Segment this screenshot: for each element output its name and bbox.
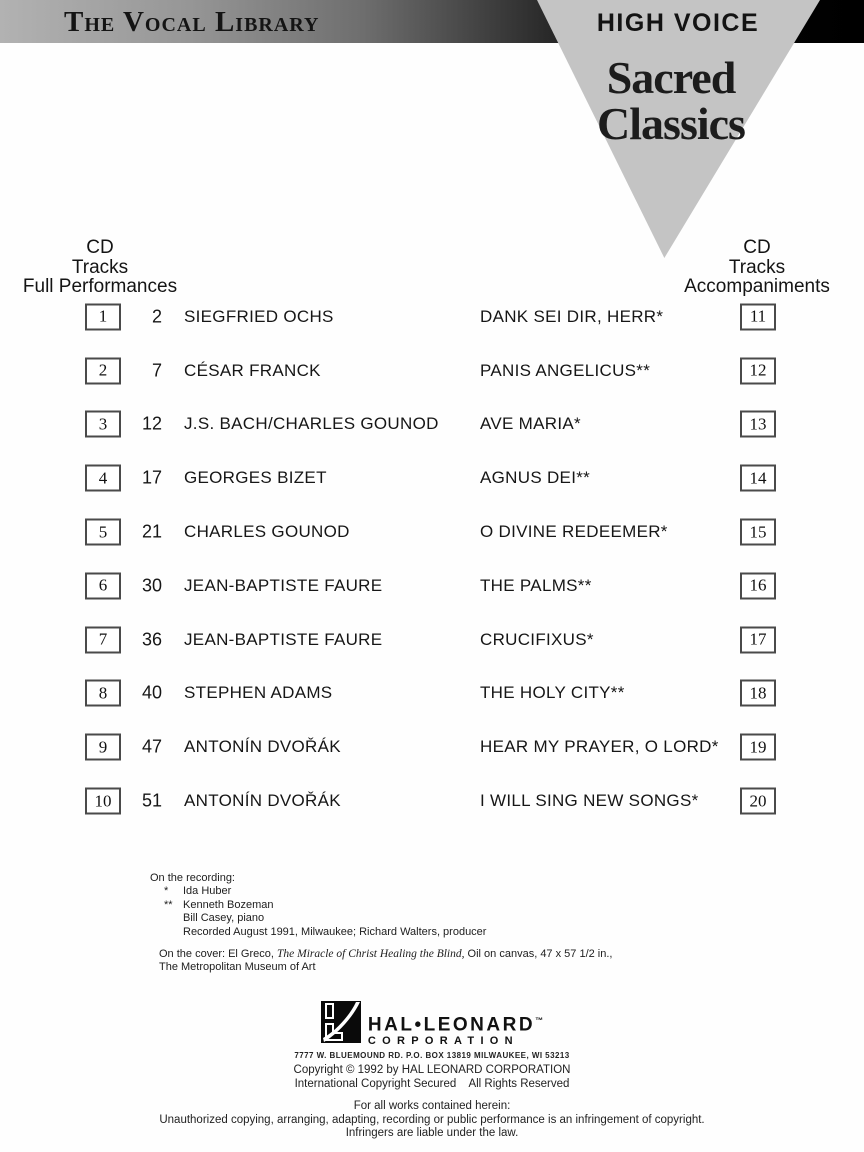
song-title: PANIS ANGELICUS** [480, 360, 651, 380]
track-row [0, 720, 864, 774]
recording-credit: Recorded August 1991, Milwaukee; Richard Walters, producer [183, 925, 487, 938]
page-track-number: 30 [141, 575, 162, 596]
cover-credit-line2: The Metropolitan Museum of Art [159, 961, 316, 974]
song-title: CRUCIFIXUS* [480, 629, 594, 649]
composer-name: GEORGES BIZET [184, 468, 327, 488]
track-row [0, 451, 864, 505]
album-title [540, 52, 802, 149]
page-track-number: 47 [141, 736, 162, 757]
cover-artwork-title: The Miracle of Christ Healing the Blind, [277, 948, 465, 961]
asterisk-marker: * [164, 885, 169, 898]
hal-leonard-logo-icon [321, 1001, 361, 1048]
track-row [0, 290, 864, 344]
song-title: THE HOLY CITY** [480, 683, 625, 703]
song-title: HEAR MY PRAYER, O LORD* [480, 737, 719, 757]
composer-name: ANTONÍN DVOŘÁK [184, 737, 341, 757]
right-header-line3: Accompaniments [684, 276, 830, 297]
song-title: O DIVINE REDEEMER* [480, 522, 668, 542]
track-row [0, 774, 864, 828]
composer-name: STEPHEN ADAMS [184, 683, 333, 703]
notice-line3: Infringers are liable under the law. [345, 1127, 519, 1139]
composer-name: JEAN-BAPTISTE FAURE [184, 629, 383, 649]
voice-label: HIGH VOICE [596, 9, 760, 37]
publisher-address: 7777 W. BLUEMOUND RD. P.O. BOX 13819 MILWAUKEE, WI 53213 [294, 1051, 570, 1060]
performance-track-box: 7 [85, 626, 121, 653]
composer-name: SIEGFRIED OCHS [184, 306, 334, 326]
copyright-line2: International Copyright Secured All Rights Reserved [294, 1077, 570, 1090]
composer-name: CÉSAR FRANCK [184, 360, 321, 380]
performance-track-box: 9 [85, 734, 121, 761]
cover-credit-line1 [159, 948, 612, 961]
page-track-number: 17 [141, 467, 162, 488]
track-row [0, 398, 864, 452]
track-row [0, 344, 864, 398]
page-track-number: 12 [141, 413, 162, 434]
track-row [0, 505, 864, 559]
album-title-line1: Sacred [606, 52, 736, 103]
full-performances-column-header [0, 238, 200, 297]
notice-line2: Unauthorized copying, arranging, adapting, recording or public performance is an infringement of copyright. [159, 1113, 705, 1126]
left-header-line1: CD [86, 237, 114, 258]
right-header-line2: Tracks [728, 256, 786, 278]
page-track-number: 7 [151, 360, 162, 381]
cover-suffix: Oil on canvas, 47 x 57 1/2 in., [464, 948, 613, 961]
page-track-number: 21 [141, 521, 162, 542]
accompaniment-track-box: 13 [740, 411, 776, 438]
singer-name: Kenneth Bozeman [183, 898, 274, 911]
copyright-line1: Copyright © 1992 by HAL LEONARD CORPORATION [293, 1064, 571, 1076]
composer-name: CHARLES GOUNOD [184, 522, 350, 542]
right-header-line1: CD [743, 237, 771, 258]
performance-track-box: 5 [85, 519, 121, 546]
composer-name: ANTONÍN DVOŘÁK [184, 791, 341, 811]
accompaniment-track-box: 19 [740, 734, 776, 761]
composer-name: J.S. BACH/CHARLES GOUNOD [184, 414, 439, 434]
series-title: The Vocal Library [64, 6, 320, 38]
publisher-name-text: HAL•LEONARD [367, 1014, 536, 1035]
accompaniment-track-box: 17 [740, 626, 776, 653]
song-title: AVE MARIA* [480, 414, 581, 434]
publisher-name [368, 1011, 543, 1035]
track-row [0, 667, 864, 721]
track-list [0, 290, 864, 828]
accompaniment-track-box: 15 [740, 519, 776, 546]
performance-track-box: 8 [85, 680, 121, 707]
page-track-number: 51 [141, 790, 162, 811]
trademark-symbol: ™ [535, 1015, 544, 1025]
single-asterisk-note [150, 885, 612, 898]
accompaniment-track-box: 20 [740, 788, 776, 815]
performance-track-box: 4 [85, 465, 121, 492]
album-title-line2: Classics [597, 98, 745, 149]
singer-name: Ida Huber [183, 885, 232, 898]
recording-notes [150, 872, 612, 975]
infringement-notice [0, 1100, 864, 1141]
accompaniments-column-header [657, 238, 857, 297]
pianist-credit: Bill Casey, piano [183, 912, 265, 925]
hal-leonard-logo [321, 1001, 543, 1048]
accompaniment-track-box: 16 [740, 572, 776, 599]
performance-track-box: 1 [85, 303, 121, 330]
copyright-block [0, 1064, 864, 1141]
publisher-subtitle: CORPORATION [367, 1035, 519, 1047]
track-row [0, 613, 864, 667]
song-title: I WILL SING NEW SONGS* [480, 791, 699, 811]
song-title: THE PALMS** [480, 575, 592, 595]
notice-line1: For all works contained herein: [353, 1100, 511, 1112]
song-title: DANK SEI DIR, HERR* [480, 306, 664, 326]
cover-prefix: On the cover: El Greco, [159, 948, 277, 961]
accompaniment-track-box: 14 [740, 465, 776, 492]
performance-track-box: 2 [85, 357, 121, 384]
double-asterisk-marker: ** [164, 898, 173, 911]
page-track-number: 40 [141, 682, 162, 703]
double-asterisk-note [150, 899, 612, 912]
left-header-line2: Tracks [71, 256, 129, 278]
accompaniment-track-box: 12 [740, 357, 776, 384]
composer-name: JEAN-BAPTISTE FAURE [184, 575, 383, 595]
hal-leonard-wordmark [368, 1011, 543, 1048]
track-row [0, 559, 864, 613]
recording-label: On the recording: [150, 872, 235, 884]
performance-track-box: 10 [85, 788, 121, 815]
song-title: AGNUS DEI** [480, 468, 591, 488]
page-track-number: 36 [141, 629, 162, 650]
publisher-block [0, 1001, 864, 1060]
accompaniment-track-box: 11 [740, 303, 776, 330]
left-header-line3: Full Performances [22, 276, 178, 297]
accompaniment-track-box: 18 [740, 680, 776, 707]
page-track-number: 2 [151, 306, 162, 327]
cover-credit [150, 948, 612, 975]
performance-track-box: 3 [85, 411, 121, 438]
performance-track-box: 6 [85, 572, 121, 599]
